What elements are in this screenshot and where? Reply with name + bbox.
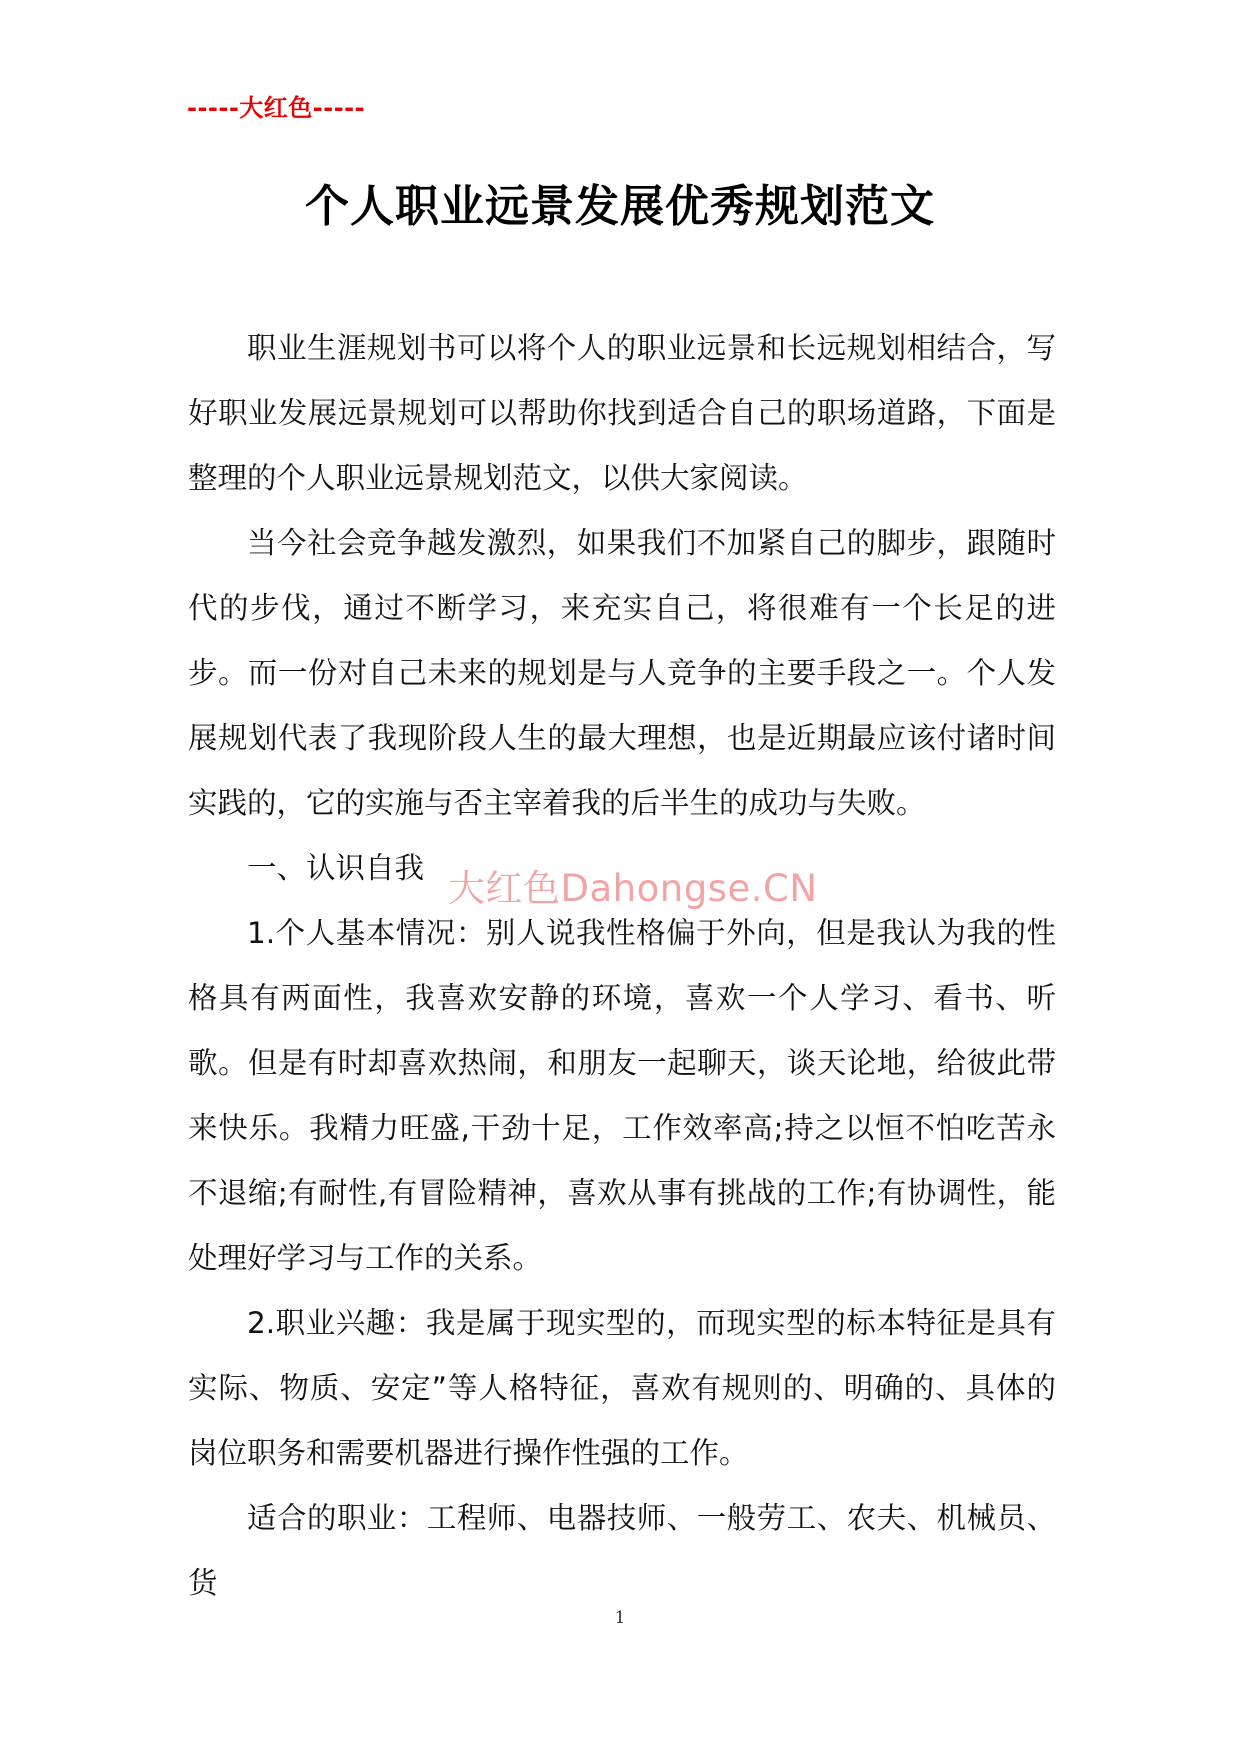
document-title: 个人职业远景发展优秀规划范文: [305, 181, 935, 232]
section-heading-self-knowledge: 一、认识自我: [247, 851, 425, 885]
paragraph-career-interest: 2.职业兴趣：我是属于现实型的，而现实型的标本特征是具有实际、物质、安定”等人格特征，喜欢有规则的、明确的、具体的岗位职务和需要机器进行操作性强的工作。: [188, 1306, 1056, 1470]
paragraph-background: 当今社会竞争越发激烈，如果我们不加紧自己的脚步，跟随时代的步伐，通过不断学习，来充实自己，将很难有一个长足的进步。而一份对自己未来的规划是与人竞争的主要手段之一。个人发展规划代表了我现阶段人生的最大理想，也是近期最应该付诸时间实践的，它的实施与否主宰着我的后半生的成功与失败。: [188, 526, 1056, 820]
document-body: [188, 316, 1056, 1616]
header-brand-mark: -----大红色-----: [187, 94, 366, 122]
watermark: 大红色Dahongse.CN: [448, 867, 818, 910]
page-number: 1: [614, 1608, 626, 1628]
paragraph-personal-info: 1.个人基本情况：别人说我性格偏于外向，但是我认为我的性格具有两面性，我喜欢安静的环境，喜欢一个人学习、看书、听歌。但是有时却喜欢热闹，和朋友一起聊天，谈天论地，给彼此带来快乐。我精力旺盛,干劲十足，工作效率高;持之以恒不怕吃苦永不退缩;有耐性,有冒险精神，喜欢从事有挑战的工作;有协调性，能处理好学习与工作的关系。: [188, 916, 1056, 1275]
paragraph-intro: 职业生涯规划书可以将个人的职业远景和长远规划相结合，写好职业发展远景规划可以帮助你找到适合自己的职场道路，下面是 整理的个人职业远景规划范文，以供大家阅读。: [188, 331, 1056, 495]
paragraph-suitable-careers: 适合的职业：工程师、电器技师、一般劳工、农夫、机械员、货: [188, 1501, 1056, 1600]
